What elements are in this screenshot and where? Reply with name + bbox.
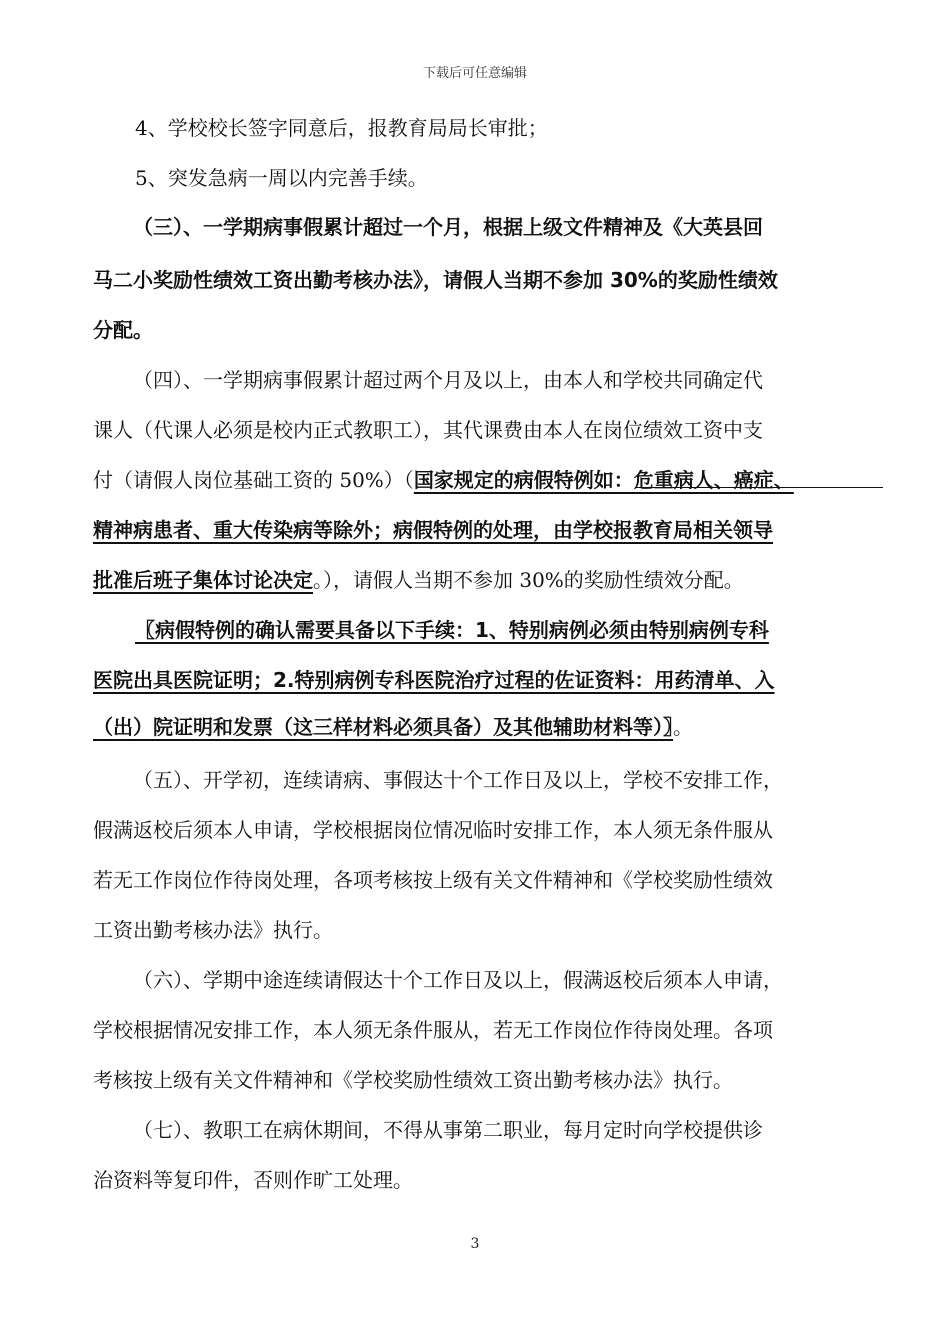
sick-leave-exception-text: 批准后班子集体讨论决定 — [93, 568, 313, 592]
sick-leave-exception-text: 国家规定的病假特例如：危重病人、癌症、 — [413, 468, 794, 492]
section-four-line: （四）、一学期病事假累计超过两个月及以上，由本人和学校共同确定代 — [133, 368, 763, 392]
section-five-line: （五）、开学初，连续请病、事假达十个工作日及以上，学校不安排工作， — [133, 768, 783, 792]
body-line: 5、突发急病一周以内完善手续。 — [135, 166, 428, 190]
special-case-line: 医院出具医院证明；2.特别病例专科医院治疗过程的佐证资料：用药清单、入 — [93, 668, 775, 692]
section-five-line: 假满返校后须本人申请，学校根据岗位情况临时安排工作，本人须无条件服从 — [93, 818, 773, 842]
special-case-line — [93, 713, 863, 741]
special-case-text: （出）院证明和发票（这三样材料必须具备）及其他辅助材料等）〗 — [93, 715, 673, 739]
section-three-line: 分配。 — [93, 318, 153, 342]
section-three-line: （三）、一学期病事假累计超过一个月，根据上级文件精神及《大英县回 — [133, 215, 763, 239]
special-case-line: 〖病假特例的确认需要具备以下手续：1、特别病例必须由特别病例专科 — [135, 618, 769, 642]
section-seven-line: （七）、教职工在病休期间，不得从事第二职业，每月定时向学校提供诊 — [133, 1118, 763, 1142]
section-seven-line: 治资料等复印件，否则作旷工处理。 — [93, 1168, 413, 1192]
section-four-line — [93, 466, 863, 494]
section-four-line — [93, 566, 863, 594]
period-text: 。 — [673, 715, 693, 739]
section-three-line: 马二小奖励性绩效工资出勤考核办法》，请假人当期不参加 30%的奖励性绩效 — [93, 268, 778, 292]
section-five-line: 若无工作岗位作待岗处理，各项考核按上级有关文件精神和《学校奖励性绩效 — [93, 868, 773, 892]
section-six-line: 考核按上级有关文件精神和《学校奖励性绩效工资出勤考核办法》执行。 — [93, 1068, 733, 1092]
sick-leave-exception-text: 精神病患者、重大传染病等除外；病假特例的处理，由学校报教育局相关领导 — [93, 518, 773, 542]
section-four-line: 课人（代课人必须是校内正式教职工），其代课费由本人在岗位绩效工资中支 — [93, 418, 763, 442]
section-six-line: 学校根据情况安排工作，本人须无条件服从，若无工作岗位作待岗处理。各项 — [93, 1018, 773, 1042]
section-five-line: 工资出勤考核办法》执行。 — [93, 918, 333, 942]
underline-rule — [636, 487, 883, 488]
page-number: 3 — [470, 1236, 480, 1252]
section-four-text: 付（请假人岗位基础工资的 50%）（ — [93, 468, 414, 492]
section-four-text: 。），请假人当期不参加 30%的奖励性绩效分配。 — [313, 568, 744, 592]
section-six-line: （六）、学期中途连续请假达十个工作日及以上，假满返校后须本人申请， — [133, 968, 783, 992]
body-line: 4、学校校长签字同意后，报教育局局长审批； — [135, 116, 548, 140]
page-header: 下载后可任意编辑 — [422, 66, 527, 81]
